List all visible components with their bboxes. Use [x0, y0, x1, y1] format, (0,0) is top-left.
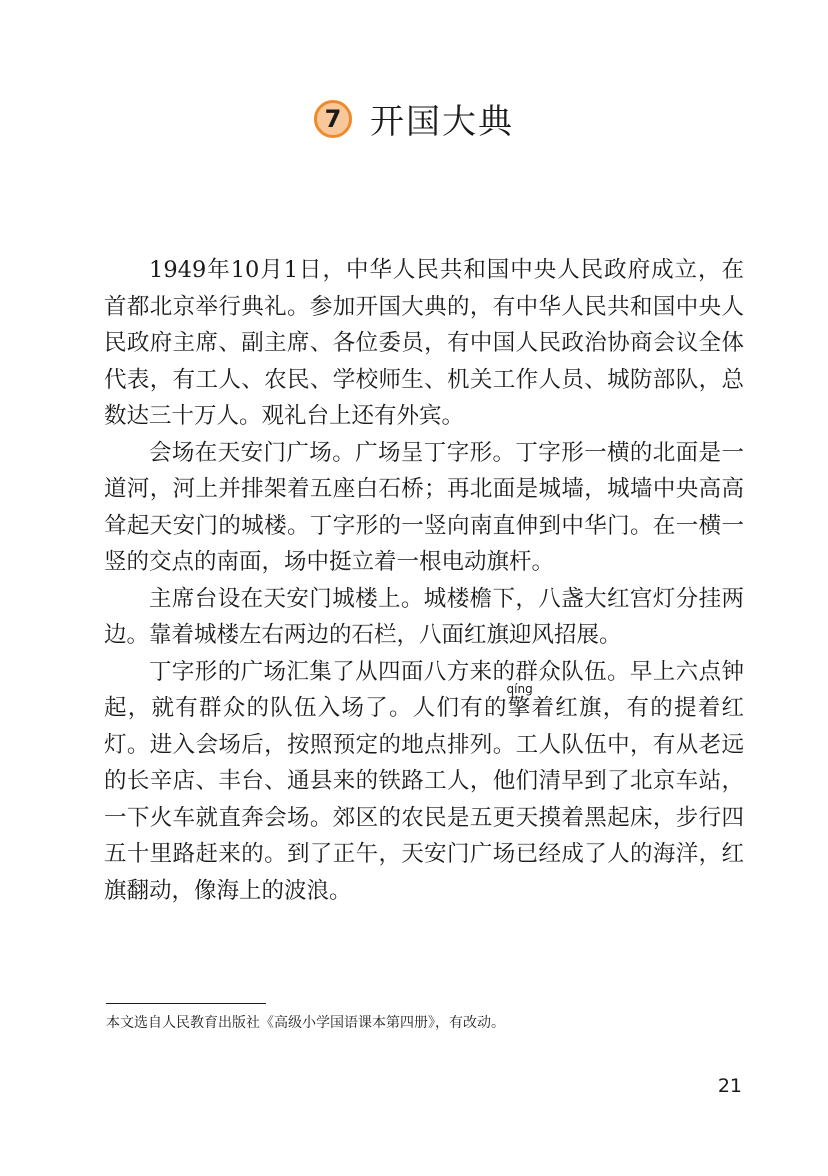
- paragraph-4: [104, 654, 744, 910]
- footnote: 本文选自人民教育出版社《高级小学国语课本第四册》，有改动。: [106, 1015, 505, 1031]
- paragraph-1: 1949年10月1日，中华人民共和国中央人民政府成立，在首都北京举行典礼。参加开国大典的，有中华人民共和国中央人民政府主席、副主席、各位委员，有中国人民政治协商会议全体代表，有工人、农民、学校师生、机关工作人员、城防部队，总数达三十万人。观礼台上还有外宾。: [104, 257, 744, 429]
- paragraph-4-text-after: 着红旗，有的提着红灯。进入会场后，按照预定的地点排列。工人队伍中，有从老远的长辛店、丰台、通县来的铁路工人，他们清早到了北京车站，一下火车就直奔会场。郊区的农民是五更天摸着黑起床，步行四五十里路赶来的。到了正午，天安门广场已经成了人的海洋，红旗翻动，像海上的波浪。: [104, 695, 744, 904]
- pinyin-annotation: qíng: [506, 682, 533, 696]
- lesson-title: 开国大典: [370, 102, 514, 142]
- paragraph-4-text-before: 丁字形的广场汇集了从四面八方来的群众队伍。早上六点钟起，就有群众的队伍入场了。人们有的: [104, 658, 744, 721]
- annotated-character-text: 擎: [507, 695, 532, 721]
- paragraph-3: 主席台设在天安门城楼上。城楼檐下，八盏大红宫灯分挂两边。靠着城楼左右两边的石栏，八面红旗迎风招展。: [104, 585, 744, 648]
- annotated-character: [506, 682, 533, 721]
- page-number: 21: [717, 1075, 742, 1097]
- lesson-number-badge: 7: [314, 100, 352, 138]
- lesson-body: [104, 252, 744, 909]
- footnote-divider: [106, 1003, 266, 1004]
- lesson-header: [0, 94, 828, 143]
- paragraph-2: 会场在天安门广场。广场呈丁字形。丁字形一横的北面是一道河，河上并排架着五座白石桥；再北面是城墙，城墙中央高高耸起天安门的城楼。丁字形的一竖向南直伸到中华门。在一横一竖的交点的南面，场中挺立着一根电动旗杆。: [104, 439, 744, 575]
